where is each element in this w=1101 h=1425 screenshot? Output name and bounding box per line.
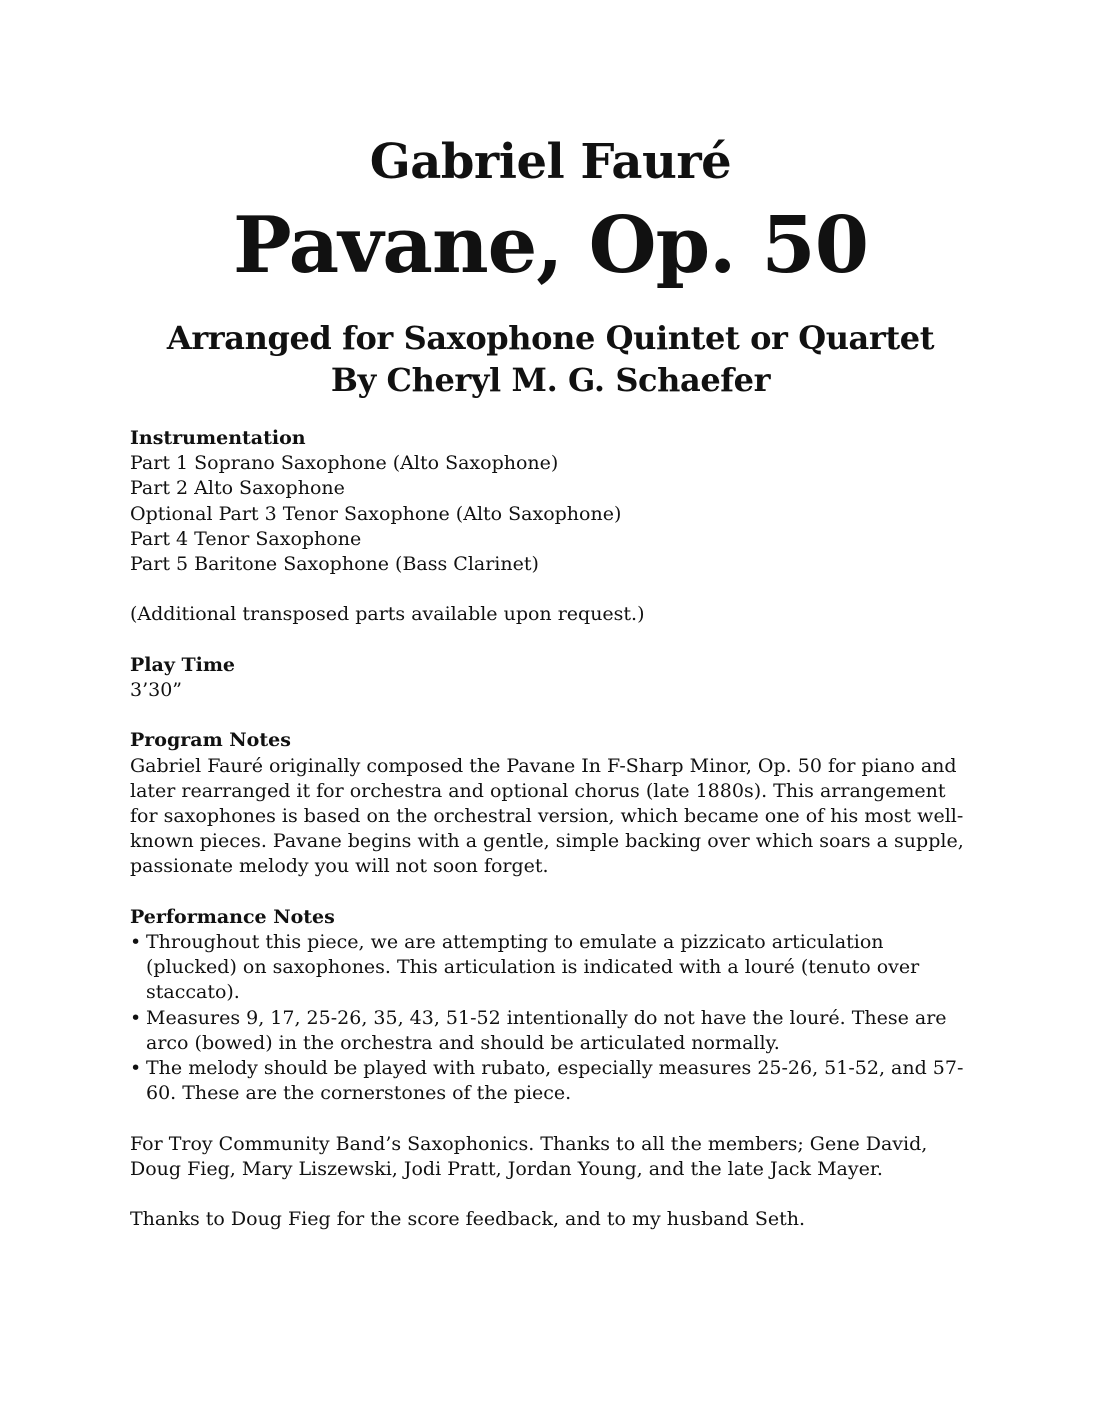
list-item-text: The melody should be played with rubato, especially measures 25-26, 51-52, and 57-60. These are the cornerstones of the piece. <box>146 1057 964 1105</box>
instrumentation-note: (Additional transposed parts available upon request.) <box>130 603 645 626</box>
bullet-icon: • <box>130 1006 142 1029</box>
list-item <box>130 1056 970 1106</box>
program-notes-text: Gabriel Fauré originally composed the Pavane In F-Sharp Minor, Op. 50 for piano and later rearranged it for orchestra and optional chorus (late 1880s). This arrangement for saxophones is based on the orchestral version, which became one of his most well-known pieces. Pavane begins with a gentle, simple backing over which soars a supple, passionate melody you will not soon forget. <box>130 754 964 878</box>
spacer <box>130 703 970 728</box>
spacer <box>130 1106 970 1131</box>
instrument-part: Part 1 Soprano Saxophone (Alto Saxophone) <box>130 452 559 475</box>
dedication-text: For Troy Community Band’s Saxophonics. Thanks to all the members; Gene David, Doug Fieg, Mary Liszewski, Jodi Pratt, Jordan Young, and the late Jack Mayer. <box>130 1132 928 1180</box>
list-item <box>130 930 970 1006</box>
spacer <box>130 628 970 653</box>
instrument-part: Part 4 Tenor Saxophone <box>130 527 362 550</box>
piece-title: Pavane, Op. 50 <box>233 200 868 291</box>
spacer <box>130 577 970 602</box>
list-item <box>130 1006 970 1056</box>
bullet-icon: • <box>130 1057 142 1080</box>
instrument-part: Part 5 Baritone Saxophone (Bass Clarinet) <box>130 553 539 576</box>
spacer <box>130 880 970 905</box>
arranger-byline: By Cheryl M. G. Schaefer <box>330 361 771 399</box>
program-notes-section <box>130 728 970 879</box>
performance-notes-list <box>130 930 970 1106</box>
arrangement-subtitle: Arranged for Saxophone Quintet or Quartet <box>166 319 935 357</box>
list-item-text: Throughout this piece, we are attempting to emulate a pizzicato articulation (plucked) on saxophones. This articulation is indicated with a louré (tenuto over staccato). <box>146 931 920 1004</box>
play-time-value: 3’30” <box>130 679 183 701</box>
thanks-text: Thanks to Doug Fieg for the score feedback, and to my husband Seth. <box>130 1208 806 1231</box>
instrument-part: Part 2 Alto Saxophone <box>130 477 345 500</box>
bullet-icon: • <box>130 931 142 953</box>
play-time-heading: Play Time <box>130 653 236 676</box>
play-time-section <box>130 653 970 703</box>
performance-notes-section <box>130 905 970 1107</box>
spacer <box>130 1182 970 1207</box>
instrumentation-heading: Instrumentation <box>130 427 306 449</box>
list-item-text: Measures 9, 17, 25-26, 35, 43, 51-52 intentionally do not have the louré. These are arco (bowed) in the orchestra and should be articulated normally. <box>146 1006 947 1054</box>
instrument-part: Optional Part 3 Tenor Saxophone (Alto Saxophone) <box>130 502 622 525</box>
performance-notes-heading: Performance Notes <box>130 905 335 928</box>
document-body <box>130 426 970 1232</box>
composer-name: Gabriel Fauré <box>369 134 732 190</box>
instrumentation-section <box>130 426 970 628</box>
program-notes-heading: Program Notes <box>130 729 291 752</box>
